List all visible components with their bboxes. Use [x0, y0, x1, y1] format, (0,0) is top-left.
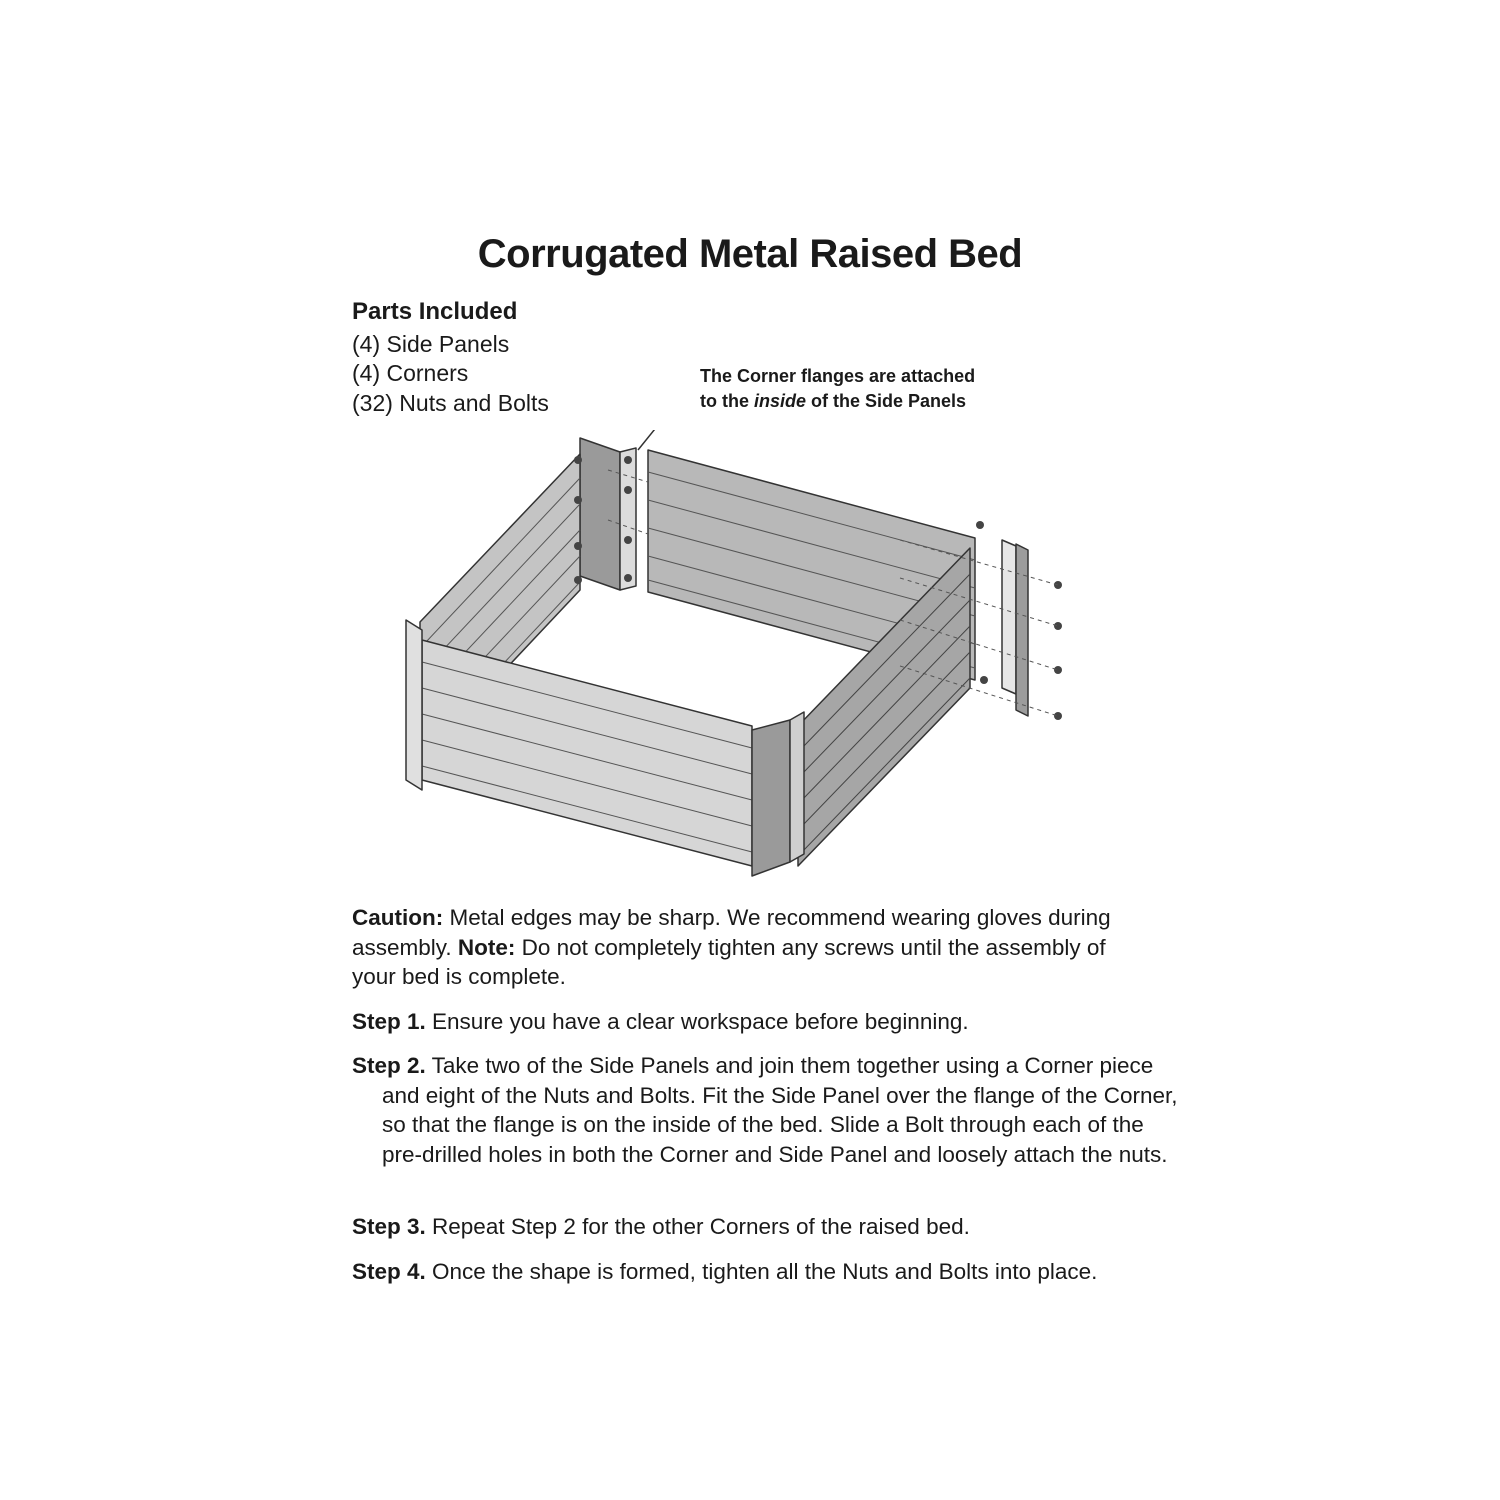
step-2-label: Step 2. [352, 1053, 426, 1078]
front-left-corner [406, 620, 422, 790]
callout-prefix: to the [700, 391, 754, 411]
step-2 [352, 1051, 1182, 1169]
note-text: Do not completely tighten any screws until the assembly of your bed is complete. [352, 934, 1106, 989]
raised-bed-diagram [380, 430, 1090, 890]
front-right-corner [752, 720, 790, 876]
parts-item-side-panels: (4) Side Panels [352, 330, 510, 357]
callout-leader-line [638, 430, 688, 450]
back-left-corner [580, 438, 620, 590]
front-right-corner-flange [790, 712, 804, 862]
step-2-text: Take two of the Side Panels and join them together using a Corner piece and eight of the Nuts and Bolts. Fit the Side Panel over the flange of the Corner, so that the flange is on the inside of the bed. Slide a Bolt through each of the pre-drilled holes in both the Corner and Side Panel and loosely attach the nuts. [382, 1053, 1178, 1167]
step-4-text: Once the shape is formed, tighten all the Nuts and Bolts into place. [425, 1259, 1098, 1284]
caution-text: Metal edges may be sharp. We recommend wearing gloves during assembly. [352, 905, 1111, 960]
parts-list [352, 297, 549, 418]
page-title: Corrugated Metal Raised Bed [477, 232, 1023, 276]
step-4 [352, 1257, 1182, 1287]
step-4-label: Step 4. [352, 1259, 426, 1284]
caution-label: Caution: [352, 905, 444, 930]
diagram-callout [700, 364, 975, 414]
back-left-corner-flange [620, 448, 636, 590]
parts-item-nuts-bolts: (32) Nuts and Bolts [352, 389, 549, 416]
step-3 [352, 1212, 1182, 1242]
parts-item-corners: (4) Corners [352, 360, 469, 386]
step-3-text: Repeat Step 2 for the other Corners of the raised bed. [425, 1214, 970, 1239]
caution-paragraph [352, 903, 1152, 992]
exploded-corner-post [1016, 544, 1028, 716]
note-label: Note: [457, 934, 516, 960]
exploded-corner-flange [1002, 540, 1016, 694]
parts-heading: Parts Included [352, 298, 518, 325]
step-1-text: Ensure you have a clear workspace before beginning. [425, 1009, 969, 1034]
callout-emphasis: inside [754, 391, 807, 411]
step-3-label: Step 3. [352, 1214, 426, 1239]
callout-line-1: The Corner flanges are attached [700, 366, 976, 386]
step-1 [352, 1007, 1182, 1037]
callout-line-2 [700, 389, 975, 414]
callout-suffix: of the Side Panels [806, 391, 967, 411]
step-1-label: Step 1. [352, 1009, 426, 1034]
